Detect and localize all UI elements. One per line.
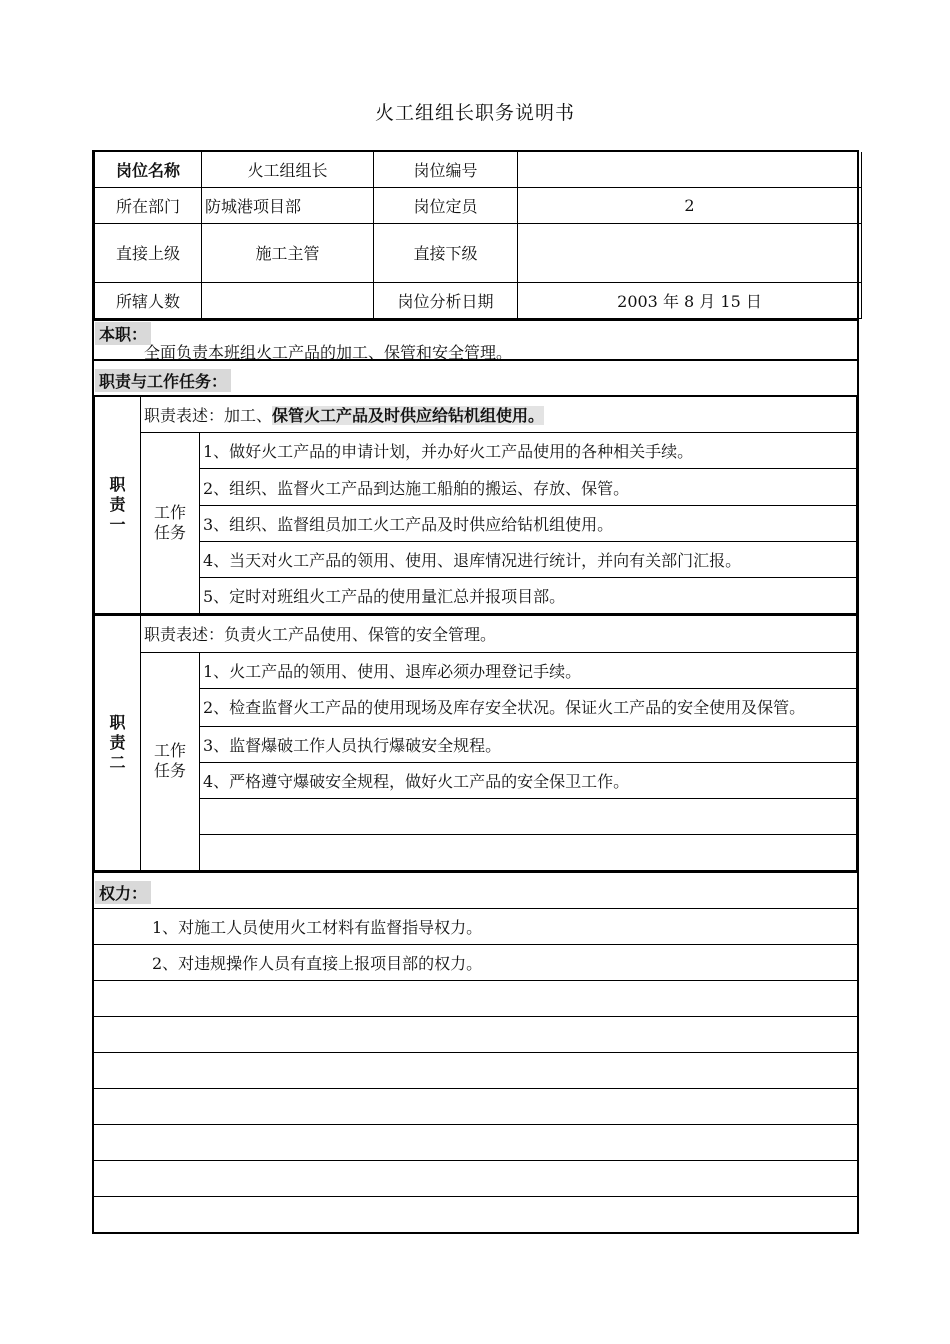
duty-two-empty-row-2: [200, 834, 857, 870]
position-code-label: 岗位编号: [374, 152, 518, 187]
duty-one-block: [92, 395, 859, 615]
superior-label: 直接上级: [95, 223, 202, 282]
page-title: 火工组组长职务说明书: [374, 102, 575, 124]
position-code-value: [518, 152, 862, 187]
staff-count-label: 所辖人数: [95, 282, 202, 318]
duty-one-vertical-label: [95, 397, 141, 614]
core-duty-label: 本职：: [95, 322, 151, 345]
duty-two-char-3: 二: [109, 752, 126, 772]
duty-one-task-4: 4、当天对火工产品的领用、使用、退库情况进行统计，并向有关部门汇报。: [200, 542, 857, 578]
power-empty-row-1: [94, 981, 857, 1017]
duty-two-char-2: 责: [109, 732, 126, 752]
duty-two-task-label: [141, 652, 200, 870]
job-description-form: [92, 150, 859, 1234]
analysis-date-value: 2003 年 8 月 15 日: [518, 282, 862, 318]
duty-one-task-3: 3、组织、监督组员加工火工产品及时供应给钻机组使用。: [200, 506, 857, 542]
duty-one-task-label-1: 工作: [153, 503, 186, 522]
duties-section-label: 职责与工作任务：: [95, 369, 231, 392]
power-item-2: 2、对违规操作人员有直接上报项目部的权力。: [94, 945, 857, 981]
duty-one-table: [94, 397, 857, 615]
position-name-value: 火工组组长: [202, 152, 374, 187]
duty-two-task-4: 4、严格遵守爆破安全规程，做好火工产品的安全保卫工作。: [200, 762, 857, 798]
duty-one-char-2: 责: [109, 494, 126, 514]
power-item-1: 1、对施工人员使用火工材料有监督指导权力。: [94, 909, 857, 945]
duty-one-task-5: 5、定时对班组火工产品的使用量汇总并报项目部。: [200, 578, 857, 614]
basic-info-block: [92, 150, 859, 319]
duty-two-table: [94, 616, 857, 871]
subordinate-label: 直接下级: [374, 223, 518, 282]
duty-one-task-1: 1、做好火工产品的申请计划，并办好火工产品使用的各种相关手续。: [200, 433, 857, 469]
power-empty-row-4: [94, 1089, 857, 1125]
duty-two-task-1: 1、火工产品的领用、使用、退库必须办理登记手续。: [200, 652, 857, 688]
power-empty-row-7: [94, 1197, 857, 1232]
duty-two-vertical-label: [95, 616, 141, 870]
duty-one-task-label: [141, 433, 200, 614]
duty-one-char-3: 一: [109, 514, 126, 534]
basic-info-table: [94, 152, 862, 319]
power-label: 权力：: [95, 881, 151, 904]
core-duty-text: 全面负责本班组火工产品的加工、保管和安全管理。: [144, 342, 513, 362]
duty-two-description: 职责表述：负责火工产品使用、保管的安全管理。: [141, 616, 857, 652]
power-empty-row-6: [94, 1161, 857, 1197]
power-block: [92, 871, 859, 1234]
headcount-label: 岗位定员: [374, 187, 518, 223]
duty-one-desc-prefix: 职责表述：加工、: [144, 405, 273, 425]
power-label-cell: [94, 873, 857, 909]
power-table: [94, 873, 857, 1232]
duty-one-desc-highlight: 保管火工产品及时供应给钻机组使用。: [272, 405, 545, 425]
power-empty-row-5: [94, 1125, 857, 1161]
position-name-label: 岗位名称: [95, 152, 202, 187]
duty-two-empty-row-1: [200, 798, 857, 834]
duty-two-block: [92, 614, 859, 871]
analysis-date-label: 岗位分析日期: [374, 282, 518, 318]
duty-one-task-label-2: 任务: [153, 523, 186, 542]
power-empty-row-3: [94, 1053, 857, 1089]
duty-one-description: [141, 397, 857, 433]
headcount-value: 2: [518, 187, 862, 223]
duty-two-task-label-2: 任务: [153, 761, 186, 780]
core-duty-block: [92, 319, 859, 362]
duties-header-block: [92, 359, 859, 395]
duty-two-task-2: 2、检查监督火工产品的使用现场及库存安全状况。保证火工产品的安全使用及保管。: [200, 688, 857, 726]
power-empty-row-2: [94, 1017, 857, 1053]
department-value: 防城港项目部: [202, 187, 374, 223]
duty-one-task-2: 2、组织、监督火工产品到达施工船舶的搬运、存放、保管。: [200, 469, 857, 506]
superior-value: 施工主管: [202, 223, 374, 282]
duty-one-char-1: 职: [109, 474, 126, 494]
staff-count-value: [202, 282, 374, 318]
department-label: 所在部门: [95, 187, 202, 223]
duty-two-char-1: 职: [109, 712, 126, 732]
duty-two-task-label-1: 工作: [153, 741, 186, 760]
duty-two-task-3: 3、监督爆破工作人员执行爆破安全规程。: [200, 726, 857, 762]
subordinate-value: [518, 223, 862, 282]
